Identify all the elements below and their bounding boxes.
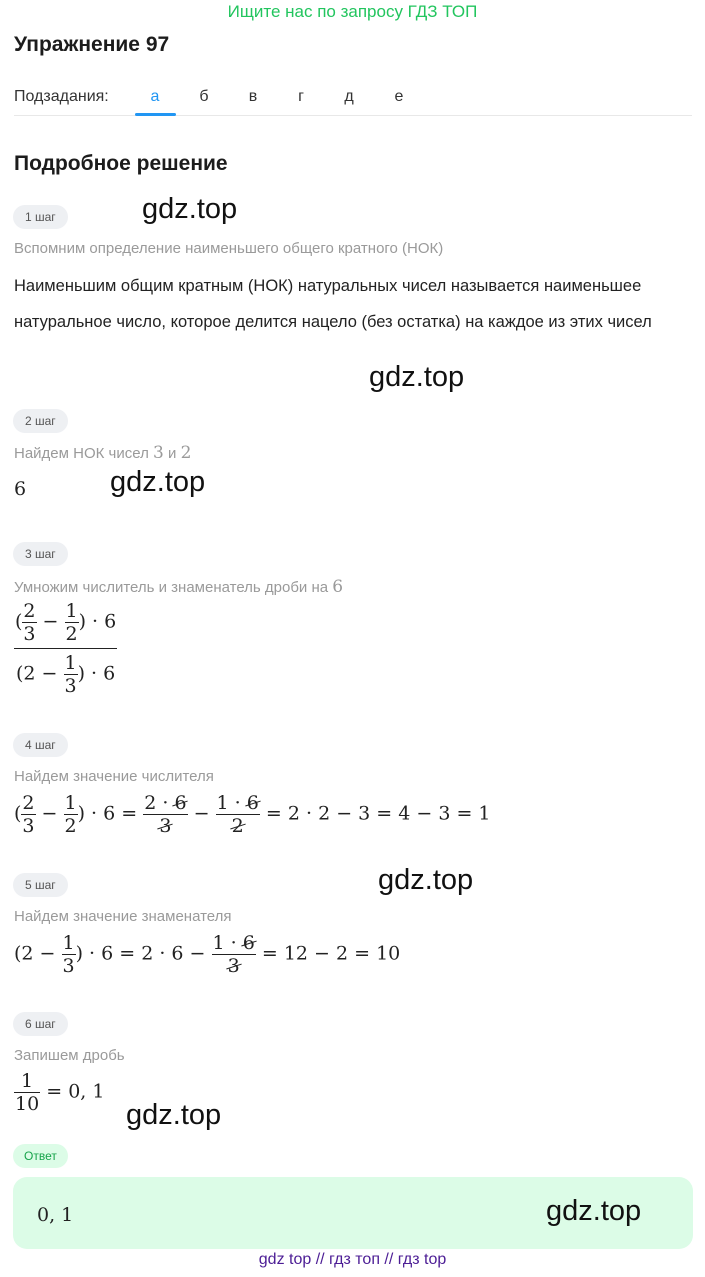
watermark: gdz.top bbox=[369, 361, 465, 393]
step-3-badge: 3 шаг bbox=[13, 542, 68, 566]
step-6-equation bbox=[14, 1070, 104, 1115]
step-5-badge: 5 шаг bbox=[13, 873, 68, 897]
answer-value: 0, 1 bbox=[37, 1204, 74, 1226]
step-1-caption: Вспомним определение наименьшего общего кратного (НОК) bbox=[14, 240, 444, 257]
tab-v[interactable]: в bbox=[248, 88, 258, 105]
step-4-tail: = 2 · 2 − 3 = 4 − 3 = 1 bbox=[265, 802, 491, 825]
tab-g[interactable]: г bbox=[298, 88, 304, 105]
tab-d[interactable]: д bbox=[344, 88, 354, 105]
step-6-badge: 6 шаг bbox=[13, 1012, 68, 1036]
step-3-number: 6 bbox=[332, 577, 344, 597]
step-6-denominator: 10 bbox=[15, 1093, 40, 1115]
step-2-caption-and: и bbox=[168, 445, 177, 462]
tab-a[interactable]: а bbox=[150, 88, 160, 105]
watermark: gdz.top bbox=[110, 466, 206, 498]
step-3-numerator: ( $\frac{2}{3}$ − $\frac{1}{2}$ ) · 6 bbox=[15, 600, 117, 645]
answer-badge: Ответ bbox=[13, 1144, 68, 1168]
step-2-caption bbox=[14, 443, 191, 463]
answer-box bbox=[13, 1177, 693, 1249]
tab-b[interactable]: б bbox=[199, 88, 209, 105]
step-2-result: 6 bbox=[14, 478, 27, 500]
step-1-badge: 1 шаг bbox=[13, 205, 68, 229]
step-2-number-b: 2 bbox=[180, 443, 192, 463]
watermark: gdz.top bbox=[546, 1195, 642, 1227]
step-3-denominator: (2 − $\frac{1}{3}$ ) · 6 bbox=[16, 652, 116, 697]
footer-links[interactable]: gdz top // гдз топ // гдз top bbox=[258, 1251, 447, 1268]
tabs-divider bbox=[14, 115, 692, 116]
watermark: gdz.top bbox=[378, 864, 474, 896]
step-6-result: = 0, 1 bbox=[46, 1080, 105, 1103]
promo-banner[interactable]: Ищите нас по запросу ГДЗ ТОП bbox=[227, 2, 478, 21]
tab-e[interactable]: е bbox=[394, 88, 404, 105]
solution-heading: Подробное решение bbox=[14, 152, 228, 175]
watermark: gdz.top bbox=[126, 1099, 222, 1131]
step-3-caption bbox=[14, 577, 343, 597]
step-5-equation: (2 − $\frac{1}{3}$ ) · 6 = 2 · 6 − $\frac{1 \cdot 6}{3}$ = 12 − 2 = 10 bbox=[14, 932, 401, 977]
step-6-caption: Запишем дробь bbox=[14, 1047, 125, 1064]
subtasks-label: Подзадания: bbox=[14, 88, 109, 105]
step-1-text: Наименьшим общим кратным (НОК) натуральных чисел называется наименьшее натуральное число, которое делится нацело (без остатка) на каждое из этих чисел bbox=[14, 277, 652, 331]
step-3-expression bbox=[14, 600, 117, 697]
step-4-equation: ( $\frac{2}{3}$ − $\frac{1}{2}$ ) · 6 = $\frac{2 \cdot 6}{3}$ − $\frac{1 \cdot 6}{2}$ = 2 · 2 − 3 = 4 − 3 = 1 bbox=[14, 792, 491, 837]
step-2-number-a: 3 bbox=[153, 443, 164, 463]
step-4-caption: Найдем значение числителя bbox=[14, 768, 214, 785]
step-3-caption-text: Умножим числитель и знаменатель дроби на bbox=[14, 579, 329, 596]
step-6-numerator: 1 bbox=[21, 1070, 34, 1092]
watermark: gdz.top bbox=[142, 193, 238, 225]
step-5-caption: Найдем значение знаменателя bbox=[14, 908, 232, 925]
active-tab-indicator bbox=[135, 113, 176, 116]
step-2-caption-text: Найдем НОК чисел bbox=[14, 445, 149, 462]
step-2-badge: 2 шаг bbox=[13, 409, 68, 433]
page-title: Упражнение 97 bbox=[14, 33, 170, 56]
step-5-tail: = 12 − 2 = 10 bbox=[261, 942, 401, 965]
step-4-badge: 4 шаг bbox=[13, 733, 68, 757]
